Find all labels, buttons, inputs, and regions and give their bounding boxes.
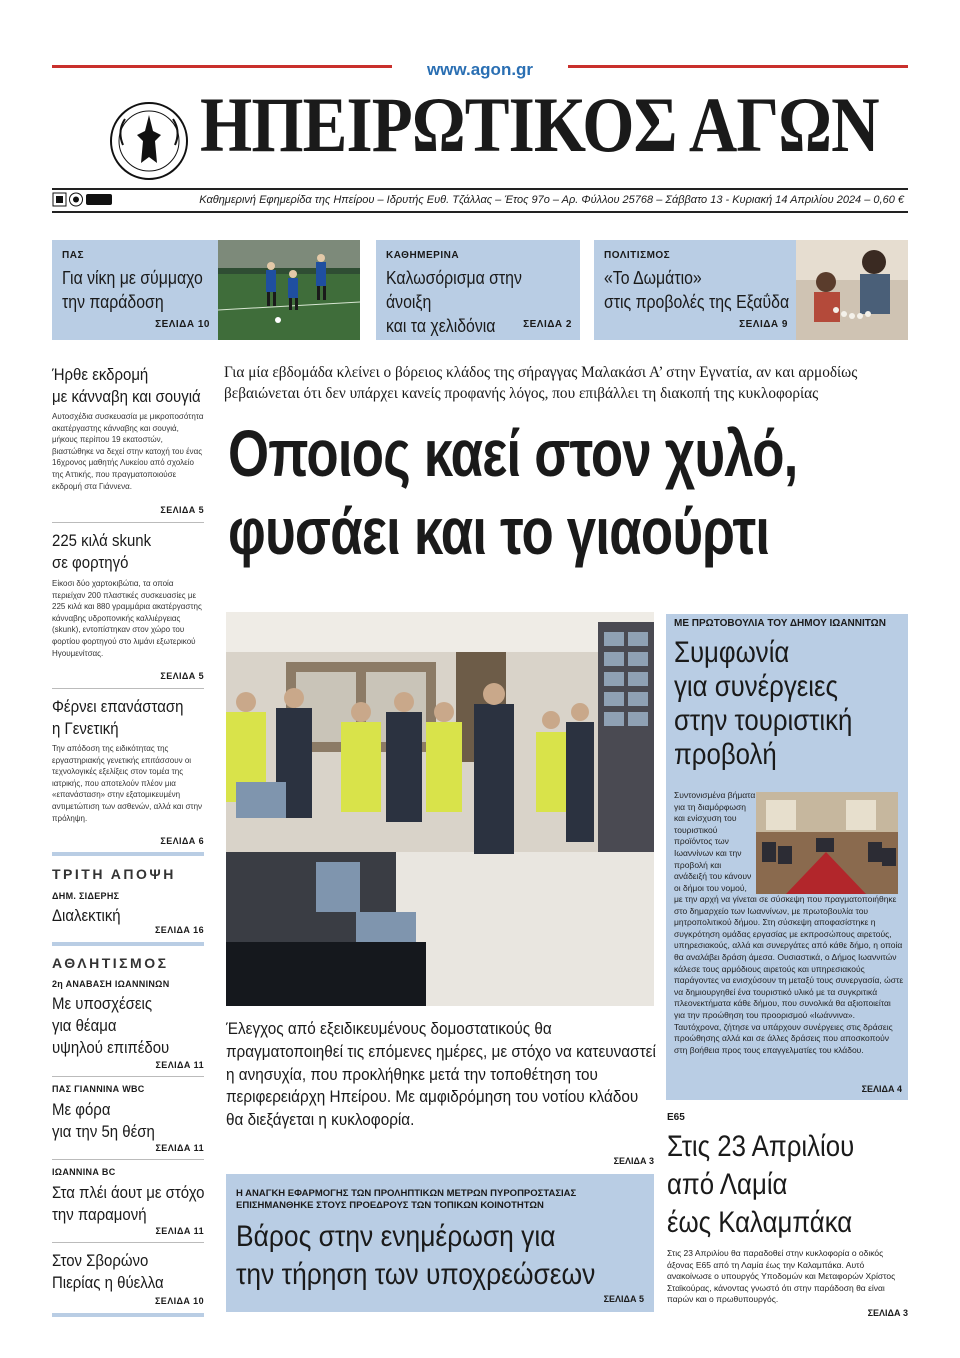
site-url[interactable]: www.agon.gr: [426, 60, 534, 79]
left-story-page: ΣΕΛΙΔΑ 6: [160, 836, 204, 846]
film-still-photo: [796, 240, 908, 340]
left-story-page: ΣΕΛΙΔΑ 5: [160, 505, 204, 515]
sports-section-head: ΑΘΛΗΤΙΣΜΟΣ: [52, 955, 169, 971]
left-story-body: Την απόδοση της ειδικότητας της εργαστηριακής γενετικής επιτάσσουν οι τεχνολογικές εξελίξεις στον τομέα της ιατρικής, που αποτελούν πλέον μια «επανάσταση» στην εξατομικευμένη αντιμετώπιση των ασθενών, αλλά και στην πρόληψη.: [52, 744, 203, 823]
fire-prevention-box[interactable]: [226, 1174, 654, 1312]
divider: [52, 522, 204, 523]
teaser-title: «Το Δωμάτιο» στις προβολές της Εξαΰδα: [604, 268, 790, 312]
header-rule-right: [568, 65, 908, 68]
sports-title[interactable]: Στον Σβορώνο Πιερίας η θύελλα: [52, 1251, 164, 1292]
teaser-culture[interactable]: [594, 240, 908, 340]
sports-page: ΣΕΛΙΔΑ 11: [155, 1143, 204, 1153]
meeting-photo: [756, 792, 898, 894]
teaser-sports[interactable]: [52, 240, 360, 340]
e65-kicker: Ε65: [667, 1112, 685, 1123]
left-story-body: Αυτοσχέδια συσκευασία με μικροποσότητα ακατέργαστης κάνναβης και σουγιά, μήκους περίπου 19 εκατοστών, βιαστώθηκε να δεχεί στην κατοχή του ένας 16χρονος μαθητής Λυκείου από σχολείο της Αττικής, που πραγματοποιούσε εκδρομή στα Γιάννενα.: [52, 412, 204, 491]
divider: [52, 1076, 204, 1077]
e65-title[interactable]: Στις 23 Απριλίου από Λαμία έως Καλαμπάκα: [667, 1130, 855, 1239]
left-story-title[interactable]: Ήρθε εκδρομή με κάνναβη και σουγιά: [52, 365, 201, 406]
teaser-page: ΣΕΛΙΔΑ 9: [739, 319, 788, 330]
box-page: ΣΕΛΙΔΑ 5: [603, 1294, 644, 1304]
control-room-photo: [226, 612, 654, 1006]
seal-logo-icon: [109, 101, 189, 181]
e65-body: Στις 23 Απριλίου θα παραδοθεί στην κυκλοφορία ο οδικός άξονας Ε65 από τη Λαμία έως την Καλαμπάκα. Αυτό ανακοίνωσε ο υπουργός Υποδομών και Μεταφορών Χρίστος Σταϊκούρας, κάνοντας γνωστό ότι στην παράδοση θα είναι παρών και ο πρωθυπουργός.: [667, 1248, 896, 1305]
left-story-body: Είκοσι δύο χαρτοκιβώτια, τα οποία περιείχαν 200 πλαστικές συσκευασίες με 225 κιλά και 880 γραμμάρια ακατέργαστης κάνναβης υδροπονικής καλλιέργειας (skunk), εντοπίστηκαν στον χώρο του φορτίου φορτηγού στο λιμάνι εξωτερικού Ηγουμενίτσας.: [52, 579, 202, 658]
issue-info-bar: Καθημερινή Εφημερίδα της Ηπείρου – Ιδρυτής Ευθ. Τζάλλας – Έτος 97ο – Αρ. Φύλλου 25768 – Σάββατο 13 - Κυριακή 14 Απριλίου 2024 – 0,60 €: [52, 188, 908, 213]
e65-page: ΣΕΛΙΔΑ 3: [867, 1308, 908, 1318]
box-kicker: Η ΑΝΑΓΚΗ ΕΦΑΡΜΟΓΗΣ ΤΩΝ ΠΡΟΛΗΠΤΙΚΩΝ ΜΕΤΡΩΝ ΠΥΡΟΠΡΟΣΤΑΣΙΑΣ ΕΠΙΣΗΜΑΝΘΗΚΕ ΣΤΟΥΣ ΠΡΟΕΔΡΟΥΣ ΤΩΝ ΤΟΠΙΚΩΝ ΚΟΙΝΟΤΗΤΩΝ: [236, 1188, 577, 1211]
box-body-short: Συντονισμένα βήματα για τη διαμόρφωση και ενίσχυση του τουριστικού προϊόντος των Ιωαννίνων και την προβολή και ανάδειξή του κάνουν οι δήμοι του νομού,: [674, 790, 756, 893]
teaser-kicker: ΚΑΘΗΜΕΡΙΝΑ: [386, 250, 460, 261]
sports-title[interactable]: Με φόρα για την 5η θέση: [52, 1100, 155, 1141]
opinion-author: ΔΗΜ. ΣΙΔΕΡΗΣ: [52, 891, 120, 901]
divider: [52, 1159, 204, 1160]
left-story-title[interactable]: 225 κιλά skunk σε φορτηγό: [52, 531, 152, 572]
box-page: ΣΕΛΙΔΑ 4: [861, 1084, 902, 1094]
box-body-long: με την αρχή να γίνεται σε σύσκεψη που πραγματοποιήθηκε στο δημαρχείο των Ιωαννίνων, με πρωτοβουλία του μητροπολιτικού δήμου. Στη σύσκεψη αποφασίστηκε η συγκρότηση ομάδας εργασίας με εκπροσώπους αιρετούς, υπηρεσιακούς, αλλά και συνεργάτες από κάθε δήμο, η οποία θα αναλάβει δράση άμεσα. Ουσιαστικά, ο Δήμος Ιωαννιτών κάλεσε τους αρμόδιους αιρετούς και υπηρεσιακούς παράγοντες να ενισχύσουν τη μεταξύ τους συνεργασία, ώστε να δημιουργηθεί ένα τουριστικό υλικό με τα συγκριτικά πλεονεκτήματα κάθε δήμου, που συνολικά θα αξιοποιείται για την προώθηση του προορισμού «Ιωάννινα». Ταυτόχρονα, ζήτησε να υπάρχουν συνέργειες στις δράσεις προώθησης αλλά και σε άλλες δράσεις που αποσκοπούν στη βοήθεια προς τους επαγγελματίες του κλάδου.: [674, 894, 904, 1055]
sports-page: ΣΕΛΙΔΑ 11: [155, 1060, 204, 1070]
sports-kicker: 2η ΑΝΑΒΑΣΗ ΙΩΑΝΝΙΝΩΝ: [52, 979, 170, 989]
teaser-page: ΣΕΛΙΔΑ 10: [155, 319, 210, 330]
left-story-page: ΣΕΛΙΔΑ 5: [160, 671, 204, 681]
sports-page: ΣΕΛΙΔΑ 11: [155, 1226, 204, 1236]
lead-headline[interactable]: Οποιος καεί στον χυλό, φυσάει και το γιαούρτι: [228, 416, 798, 568]
opinion-page: ΣΕΛΙΔΑ 16: [155, 925, 204, 935]
teaser-kicker: ΠΑΣ: [62, 250, 84, 261]
sports-title[interactable]: Με υποσχέσεις για θέαμα υψηλού επιπέδου: [52, 994, 170, 1057]
teaser-kicker: ΠΟΛΙΤΙΣΜΟΣ: [604, 250, 671, 261]
teaser-daily[interactable]: [376, 240, 580, 340]
football-photo: [218, 240, 360, 340]
section-divider: [52, 942, 204, 946]
masthead-title: ΗΠΕΙΡΩΤΙΚΟΣ ΑΓΩΝ: [200, 81, 879, 168]
box-title: Βάρος στην ενημέρωση για την τήρηση των υποχρεώσεων: [236, 1220, 596, 1291]
sports-title[interactable]: Στα πλέι άουτ με στόχο την παραμονή: [52, 1183, 205, 1224]
lead-page: ΣΕΛΙΔΑ 3: [613, 1156, 654, 1166]
box-kicker: ΜΕ ΠΡΩΤΟΒΟΥΛΙΑ ΤΟΥ ΔΗΜΟΥ ΙΩΑΝΝΙΤΩΝ: [674, 618, 886, 629]
sports-kicker: ΙΩΑΝΝΙΝΑ BC: [52, 1167, 116, 1177]
divider: [52, 1242, 204, 1243]
divider: [52, 688, 204, 689]
section-divider: [52, 1313, 204, 1317]
lead-caption: Έλεγχος από εξειδικευμένους δομοστατικούς θα πραγματοποιηθεί τις επόμενες ημέρες, με στόχο να κατευναστεί η ανησυχία, που προκλήθηκε μετά την τοποθέτηση του περιφερειάρχη Ηπείρου. Με αμφιδρόμηση του νοτίου κλάδου θα διεξάγεται η κυκλοφορία.: [226, 1019, 656, 1130]
section-divider: [52, 852, 204, 856]
tourism-box[interactable]: [666, 614, 908, 1100]
lead-deck: Για μία εβδομάδα κλείνει ο βόρειος κλάδος της σήραγγας Μαλακάσι Α’ στην Εγνατία, αν και αρμοδίως βεβαιώνεται ότι δεν υπάρχει κανείς προφανής λόγος, που επιβάλλει τη διακοπή της κυκλοφορίας: [224, 364, 858, 402]
header-rule-left: [52, 65, 392, 68]
opinion-section-head: ΤΡΙΤΗ ΑΠΟΨΗ: [52, 866, 176, 882]
teaser-title: Για νίκη με σύμμαχο την παράδοση: [62, 268, 203, 312]
teaser-page: ΣΕΛΙΔΑ 2: [523, 319, 572, 330]
teaser-title: Καλωσόρισμα στην άνοιξη και τα χελιδόνια: [386, 268, 522, 336]
opinion-title[interactable]: Διαλεκτική: [52, 906, 121, 925]
sports-page: ΣΕΛΙΔΑ 10: [155, 1296, 204, 1306]
box-title: Συμφωνία για συνέργειες στην τουριστική προβολή: [674, 636, 853, 771]
left-story-title[interactable]: Φέρνει επανάσταση η Γενετική: [52, 697, 184, 738]
sports-kicker: ΠΑΣ ΓΙΑΝΝΙΝΑ WBC: [52, 1084, 145, 1094]
